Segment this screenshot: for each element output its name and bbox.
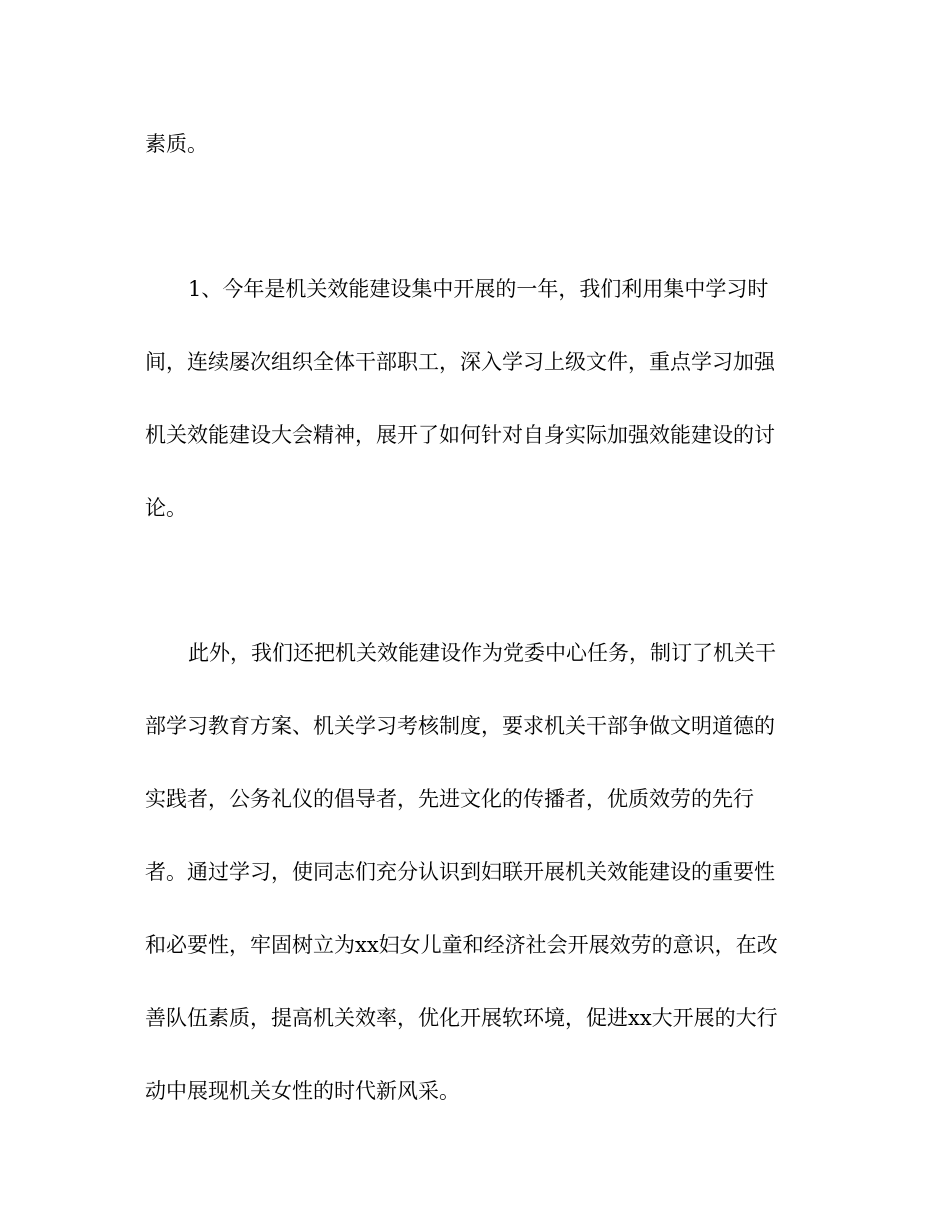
paragraph-2-line-7: 动中展现机关女性的时代新风采。 [145,1079,460,1103]
paragraph-2-line-2: 部学习教育方案、机关学习考核制度，要求机关干部争做文明道德的 [145,714,775,738]
paragraph-1-line-3: 机关效能建设大会精神，展开了如何针对自身实际加强效能建设的讨 [145,423,775,447]
paragraph-0-line-1: 素质。 [145,132,208,156]
paragraph-2-line-1: 此外，我们还把机关效能建设作为党委中心任务，制订了机关干 [188,641,776,665]
paragraph-2-line-6: 善队伍素质，提高机关效率，优化开展软环境，促进xx大开展的大行 [145,1006,778,1030]
paragraph-1-line-2: 间，连续屡次组织全体干部职工，深入学习上级文件，重点学习加强 [145,350,775,374]
paragraph-2-line-4: 者。通过学习，使同志们充分认识到妇联开展机关效能建设的重要性 [145,860,775,884]
paragraph-1-line-1: 1、今年是机关效能建设集中开展的一年，我们利用集中学习时 [188,277,769,301]
paragraph-2-line-3: 实践者，公务礼仪的倡导者，先进文化的传播者，优质效劳的先行 [145,787,754,811]
paragraph-1-line-4: 论。 [145,496,187,520]
paragraph-2-line-5: 和必要性，牢固树立为xx妇女儿童和经济社会开展效劳的意识，在改 [145,933,778,957]
